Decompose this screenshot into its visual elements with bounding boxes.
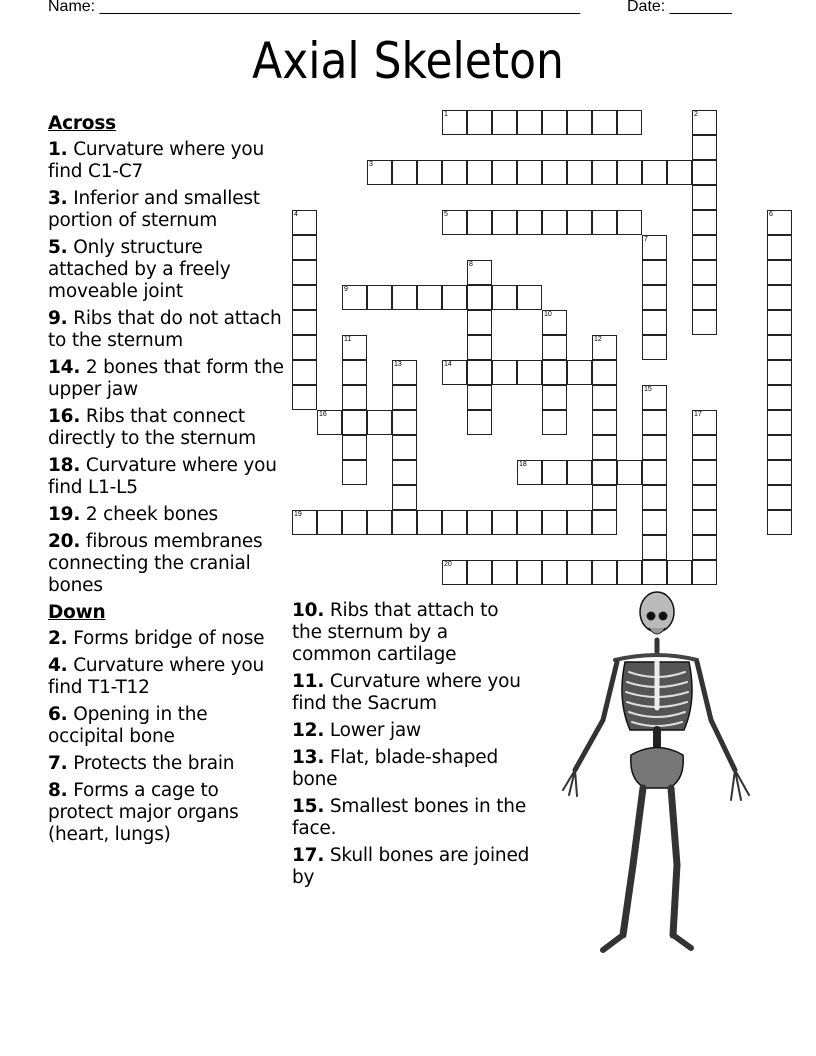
grid-cell[interactable] [292, 235, 317, 260]
grid-cell[interactable] [342, 360, 367, 385]
grid-cell[interactable] [617, 560, 642, 585]
grid-cell[interactable] [342, 410, 367, 435]
clue-number: 3 [369, 161, 373, 168]
grid-cell[interactable] [417, 285, 442, 310]
grid-cell[interactable] [542, 460, 567, 485]
grid-cell[interactable] [592, 485, 617, 510]
clue-number: 15 [644, 386, 652, 393]
grid-cell[interactable] [542, 410, 567, 435]
grid-cell[interactable] [392, 410, 417, 435]
clue-down-6: 6. Opening in the occipital bone [48, 704, 208, 747]
grid-cell[interactable] [642, 535, 667, 560]
grid-cell[interactable] [542, 210, 567, 235]
grid-cell[interactable] [592, 335, 617, 360]
clue-across-14: 14. 2 bones that form the upper jaw [48, 357, 284, 400]
grid-cell[interactable] [342, 285, 367, 310]
clue-down-13: 13. Flat, blade-shaped bone [292, 747, 498, 790]
across-heading: Across [48, 113, 116, 134]
grid-cell[interactable] [317, 510, 342, 535]
clue-number: 10 [544, 311, 552, 318]
grid-cell[interactable] [317, 410, 342, 435]
grid-cell[interactable] [567, 160, 592, 185]
clue-number: 11 [344, 336, 352, 343]
grid-cell[interactable] [767, 510, 792, 535]
grid-cell[interactable] [567, 560, 592, 585]
grid-cell[interactable] [442, 560, 467, 585]
grid-cell[interactable] [642, 310, 667, 335]
grid-cell[interactable] [292, 260, 317, 285]
clue-down-4: 4. Curvature where you find T1-T12 [48, 655, 265, 698]
clue-number: 1 [444, 111, 448, 118]
grid-cell[interactable] [417, 160, 442, 185]
grid-cell[interactable] [692, 435, 717, 460]
clue-down-15: 15. Smallest bones in the face. [292, 796, 527, 839]
grid-cell[interactable] [392, 485, 417, 510]
clue-number: 7 [644, 236, 648, 243]
clue-across-20: 20. fibrous membranes connecting the cranial bones [48, 531, 263, 596]
grid-cell[interactable] [517, 285, 542, 310]
grid-cell[interactable] [767, 210, 792, 235]
grid-cell[interactable] [292, 335, 317, 360]
grid-cell[interactable] [492, 210, 517, 235]
clue-across-19: 19. 2 cheek bones [48, 504, 218, 525]
grid-cell[interactable] [467, 510, 492, 535]
grid-cell[interactable] [767, 310, 792, 335]
clue-number: 8 [469, 261, 473, 268]
grid-cell[interactable] [492, 560, 517, 585]
grid-cell[interactable] [592, 410, 617, 435]
grid-cell[interactable] [592, 160, 617, 185]
grid-cell[interactable] [542, 335, 567, 360]
clue-across-5: 5. Only structure attached by a freely moveable joint [48, 237, 231, 302]
grid-cell[interactable] [692, 460, 717, 485]
grid-cell[interactable] [392, 285, 417, 310]
grid-cell[interactable] [642, 285, 667, 310]
grid-cell[interactable] [767, 360, 792, 385]
grid-cell[interactable] [367, 410, 392, 435]
grid-cell[interactable] [392, 360, 417, 385]
skeleton-illustration [545, 590, 760, 960]
grid-cell[interactable] [467, 260, 492, 285]
grid-cell[interactable] [692, 535, 717, 560]
clue-down-11: 11. Curvature where you find the Sacrum [292, 671, 521, 714]
name-field[interactable]: Name: ______________________________________________________ [48, 0, 581, 15]
grid-cell[interactable] [667, 560, 692, 585]
clue-down-2: 2. Forms bridge of nose [48, 628, 265, 649]
grid-cell[interactable] [767, 385, 792, 410]
grid-cell[interactable] [292, 360, 317, 385]
clue-number: 5 [444, 211, 448, 218]
grid-cell[interactable] [492, 360, 517, 385]
grid-cell[interactable] [592, 435, 617, 460]
grid-cell[interactable] [767, 260, 792, 285]
grid-cell[interactable] [642, 435, 667, 460]
grid-cell[interactable] [642, 410, 667, 435]
grid-cell[interactable] [642, 235, 667, 260]
grid-cell[interactable] [392, 435, 417, 460]
clue-number: 20 [444, 561, 452, 568]
grid-cell[interactable] [542, 110, 567, 135]
clue-number: 4 [294, 211, 298, 218]
grid-cell[interactable] [692, 160, 717, 185]
grid-cell[interactable] [467, 385, 492, 410]
grid-cell[interactable] [692, 235, 717, 260]
grid-cell[interactable] [642, 385, 667, 410]
grid-cell[interactable] [592, 210, 617, 235]
grid-cell[interactable] [767, 435, 792, 460]
grid-cell[interactable] [642, 560, 667, 585]
grid-cell[interactable] [517, 460, 542, 485]
grid-cell[interactable] [492, 285, 517, 310]
grid-cell[interactable] [442, 510, 467, 535]
grid-cell[interactable] [367, 285, 392, 310]
grid-cell[interactable] [467, 410, 492, 435]
grid-cell[interactable] [517, 160, 542, 185]
grid-cell[interactable] [442, 360, 467, 385]
clue-number: 6 [769, 211, 773, 218]
grid-cell[interactable] [292, 385, 317, 410]
grid-cell[interactable] [467, 560, 492, 585]
grid-cell[interactable] [592, 360, 617, 385]
grid-cell[interactable] [692, 110, 717, 135]
clue-across-16: 16. Ribs that connect directly to the sternum [48, 406, 256, 449]
grid-cell[interactable] [417, 510, 442, 535]
grid-cell[interactable] [692, 210, 717, 235]
clue-across-3: 3. Inferior and smallest portion of sternum [48, 188, 260, 231]
grid-cell[interactable] [592, 560, 617, 585]
grid-cell[interactable] [542, 385, 567, 410]
grid-cell[interactable] [342, 335, 367, 360]
clue-number: 19 [294, 511, 302, 518]
grid-cell[interactable] [767, 460, 792, 485]
grid-cell[interactable] [292, 210, 317, 235]
grid-cell[interactable] [367, 160, 392, 185]
grid-cell[interactable] [392, 385, 417, 410]
grid-cell[interactable] [442, 210, 467, 235]
grid-cell[interactable] [767, 410, 792, 435]
grid-cell[interactable] [467, 310, 492, 335]
grid-cell[interactable] [467, 160, 492, 185]
grid-cell[interactable] [542, 160, 567, 185]
grid-cell[interactable] [617, 160, 642, 185]
grid-cell[interactable] [592, 385, 617, 410]
grid-cell[interactable] [617, 210, 642, 235]
grid-cell[interactable] [567, 460, 592, 485]
grid-cell[interactable] [692, 185, 717, 210]
grid-cell[interactable] [642, 160, 667, 185]
grid-cell[interactable] [667, 160, 692, 185]
grid-cell[interactable] [392, 160, 417, 185]
grid-cell[interactable] [517, 560, 542, 585]
grid-cell[interactable] [692, 310, 717, 335]
grid-cell[interactable] [692, 135, 717, 160]
grid-cell[interactable] [642, 260, 667, 285]
grid-cell[interactable] [542, 360, 567, 385]
clue-down-10: 10. Ribs that attach to the sternum by a common cartilage [292, 600, 499, 665]
clue-down-17: 17. Skull bones are joined by [292, 845, 530, 888]
grid-cell[interactable] [517, 210, 542, 235]
grid-cell[interactable] [692, 510, 717, 535]
grid-cell[interactable] [567, 210, 592, 235]
grid-cell[interactable] [292, 310, 317, 335]
grid-cell[interactable] [467, 110, 492, 135]
grid-cell[interactable] [492, 160, 517, 185]
grid-cell[interactable] [442, 110, 467, 135]
clue-number: 13 [394, 361, 402, 368]
grid-cell[interactable] [467, 285, 492, 310]
grid-cell[interactable] [692, 560, 717, 585]
grid-cell[interactable] [592, 510, 617, 535]
grid-cell[interactable] [442, 160, 467, 185]
date-field[interactable]: Date: _______ [627, 0, 732, 15]
grid-cell[interactable] [692, 410, 717, 435]
clue-number: 16 [319, 411, 327, 418]
clue-number: 12 [594, 336, 602, 343]
grid-cell[interactable] [517, 110, 542, 135]
grid-cell[interactable] [567, 360, 592, 385]
grid-cell[interactable] [517, 360, 542, 385]
grid-cell[interactable] [392, 510, 417, 535]
page-title: Axial Skeleton [252, 32, 564, 90]
grid-cell[interactable] [392, 460, 417, 485]
clue-number: 2 [694, 111, 698, 118]
grid-cell[interactable] [342, 435, 367, 460]
grid-cell[interactable] [442, 285, 467, 310]
grid-cell[interactable] [617, 110, 642, 135]
grid-cell[interactable] [492, 510, 517, 535]
clue-column-middle [292, 600, 532, 894]
grid-cell[interactable] [642, 460, 667, 485]
grid-cell[interactable] [367, 510, 392, 535]
grid-cell[interactable] [592, 460, 617, 485]
grid-cell[interactable] [567, 510, 592, 535]
grid-cell[interactable] [542, 310, 567, 335]
clue-number: 9 [344, 286, 348, 293]
grid-cell[interactable] [567, 110, 592, 135]
clue-down-7: 7. Protects the brain [48, 753, 235, 774]
grid-cell[interactable] [292, 510, 317, 535]
grid-cell[interactable] [467, 210, 492, 235]
grid-cell[interactable] [542, 510, 567, 535]
grid-cell[interactable] [592, 110, 617, 135]
clue-number: 14 [444, 361, 452, 368]
clue-across-18: 18. Curvature where you find L1-L5 [48, 455, 277, 498]
grid-cell[interactable] [642, 485, 667, 510]
clue-down-8: 8. Forms a cage to protect major organs (heart, lungs) [48, 780, 239, 845]
clue-number: 18 [519, 461, 527, 468]
grid-cell[interactable] [517, 510, 542, 535]
clue-column-left [48, 113, 288, 851]
grid-cell[interactable] [692, 485, 717, 510]
grid-cell[interactable] [692, 260, 717, 285]
clue-down-12: 12. Lower jaw [292, 720, 421, 741]
grid-cell[interactable] [292, 285, 317, 310]
down-heading: Down [48, 602, 106, 623]
grid-cell[interactable] [467, 335, 492, 360]
grid-cell[interactable] [767, 335, 792, 360]
clue-across-1: 1. Curvature where you find C1-C7 [48, 139, 265, 182]
grid-cell[interactable] [467, 360, 492, 385]
grid-cell[interactable] [617, 460, 642, 485]
grid-cell[interactable] [767, 485, 792, 510]
grid-cell[interactable] [342, 385, 367, 410]
grid-cell[interactable] [542, 560, 567, 585]
grid-cell[interactable] [642, 510, 667, 535]
grid-cell[interactable] [342, 460, 367, 485]
grid-cell[interactable] [692, 285, 717, 310]
grid-cell[interactable] [767, 285, 792, 310]
clue-number: 17 [694, 411, 702, 418]
grid-cell[interactable] [767, 235, 792, 260]
grid-cell[interactable] [642, 335, 667, 360]
clue-across-9: 9. Ribs that do not attach to the sternum [48, 308, 282, 351]
grid-cell[interactable] [492, 110, 517, 135]
grid-cell[interactable] [342, 510, 367, 535]
